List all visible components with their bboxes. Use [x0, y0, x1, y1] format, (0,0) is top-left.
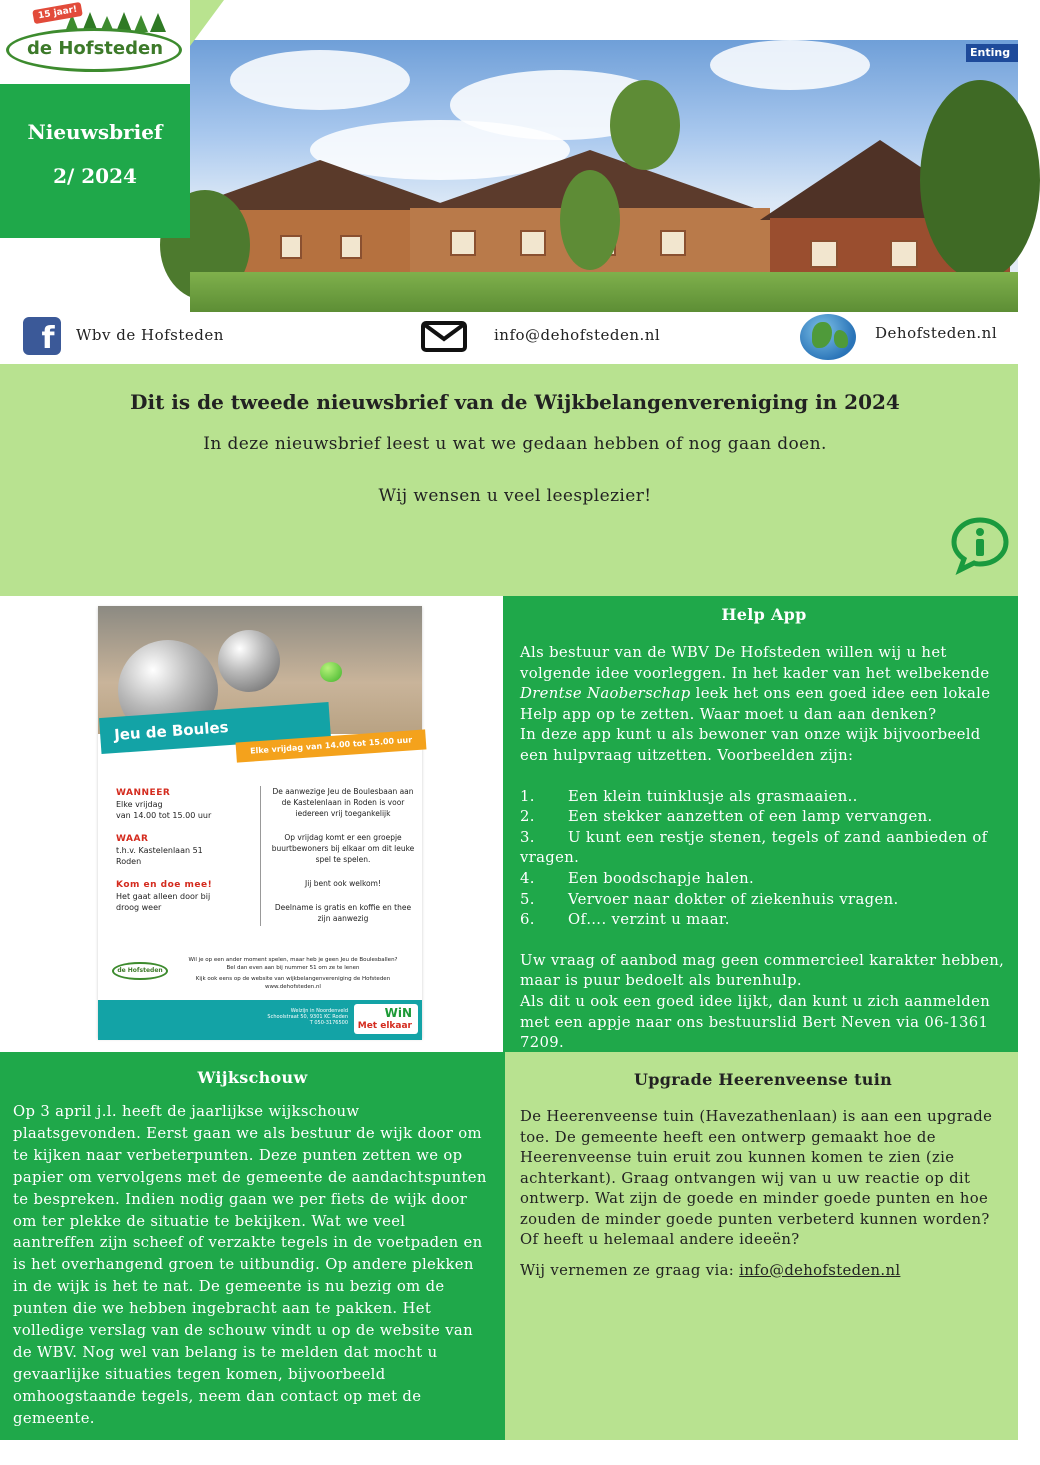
- flyer-note: www.dehofsteden.nl: [265, 984, 321, 990]
- wijkschouw-paragraph: Op 3 april j.l. heeft de jaarlijkse wijkschouw plaatsgevonden. Eerst gaan we als bestuur de wijk door om te kijken naar verbeterpunten. Deze punten zetten we op papier om vervolgens met de gemeente de aandachtspunten te bespreken. Indien nodig gaan we per fiets de wijk door om ter plekke de situatie te bekijken. Wat we veel aantreffen zijn scheef of verzakte tegels in de voetpaden en is het overhangend groen te uitbundig. Op andere plekken in de wijk is het te nat. De gemeente is nu bezig om de punten die we hebben ingebracht aan te pakken. Het volledige verslag van de schouw vindt u op de website van de WBV. Nog wel van belang is te melden dat mocht u gevaarlijke situaties tegen komen, bijvoorbeeld omhoogstaande tegels, neem dan contact op met de gemeente.: [13, 1103, 487, 1427]
- help-app-paragraph: Als bestuur van de WBV De Hofsteden willen wij u het volgende idee voorleggen. In het kader van het welbekende Drentse Naoberschap leek het ons een goed idee een lokale Help app op te zetten. Waar moet u dan aan denken?: [520, 644, 991, 723]
- upgrade-email-link[interactable]: info@dehofsteden.nl: [739, 1261, 901, 1279]
- newsletter-box: [0, 84, 190, 238]
- win-logo-slogan: Met elkaar: [357, 1021, 412, 1031]
- help-app-title: Help App: [721, 605, 807, 624]
- contact-bar: [0, 312, 1018, 364]
- facebook-link[interactable]: Wbv de Hofsteden: [76, 326, 224, 344]
- wijkschouw-section: [0, 1052, 505, 1462]
- list-item: 5. Vervoer naar dokter of ziekenhuis vragen.: [520, 890, 899, 908]
- upgrade-title: Upgrade Heerenveense tuin: [633, 1070, 893, 1089]
- street-sign: Enting: [966, 44, 1018, 62]
- join-heading: Kom en doe mee!: [116, 880, 213, 890]
- list-item: 2. Een stekker aanzetten of een lamp vervangen.: [520, 808, 933, 826]
- flyer-note: Bel dan even aan bij nummer 51 om ze te lenen: [226, 965, 360, 971]
- list-item: 4. Een boodschapje halen.: [520, 869, 755, 887]
- flyer-title: Jeu de Boules Kastelenlaan: [99, 702, 331, 754]
- join-line: droog weer: [116, 903, 162, 912]
- intro-title: Dit is de tweede nieuwsbrief van de Wijkbelangenvereniging in 2024: [130, 390, 900, 414]
- flyer-footer: [98, 1000, 422, 1040]
- intro-subtitle: In deze nieuwsbrief leest u wat we gedaan hebben of nog gaan doen.: [203, 434, 827, 454]
- where-heading: WAAR: [116, 834, 149, 844]
- jeu-de-boules-flyer: [98, 606, 422, 1038]
- wijkschouw-paragraph: Dat kan via de website: www.noordenveld.nl: [13, 1444, 362, 1462]
- when-heading: WANNEER: [116, 788, 171, 798]
- issue-number: 2/ 2024: [53, 164, 137, 188]
- flyer-note: Kijk ook eens op de website van wijkbelangenvereniging de Hofsteden: [195, 976, 391, 982]
- help-app-list: [520, 787, 1008, 931]
- help-app-section: [503, 596, 1018, 1052]
- flyer-text: Deelname is gratis en koffie en thee zijn aanwezig: [274, 903, 412, 923]
- flyer-text: Op vrijdag komt er een groepje buurtbewoners bij elkaar om dit leuke spel te spelen.: [271, 833, 415, 864]
- upgrade-section: [505, 1052, 1018, 1440]
- flyer-time-banner: Elke vrijdag van 14.00 tot 15.00 uur: [236, 729, 427, 762]
- help-app-paragraph: In deze app kunt u als bewoner van onze wijk bijvoorbeeld een hulpvraag uitzetten. Voorbeelden zijn:: [520, 726, 981, 764]
- flyer-note: Wil je op een ander moment spelen, maar heb je geen Jeu de Boulesballen?: [188, 957, 398, 963]
- list-item: 6. Of…. verzint u maar.: [520, 911, 730, 929]
- list-item: 1. Een klein tuinklusje als grasmaaien..: [520, 787, 858, 805]
- logo-text: de Hofsteden: [26, 38, 164, 59]
- header-photo: [190, 40, 1018, 312]
- join-line: Het gaat alleen door bij: [116, 892, 211, 901]
- when-line: van 14.00 tot 15.00 uur: [116, 811, 212, 820]
- intro-wish: Wij wensen u veel leesplezier!: [378, 486, 652, 506]
- globe-icon[interactable]: [800, 314, 856, 360]
- where-line: Roden: [116, 857, 142, 866]
- flyer-mini-logo: de Hofsteden: [112, 962, 168, 980]
- help-app-paragraph: Uw vraag of aanbod mag geen commercieel karakter hebben, maar is puur bedoelt als burenhulp.: [520, 951, 1005, 990]
- help-app-paragraph: Als dit u ook een goed idee lijkt, dan kunt u zich aanmelden met een appje naar ons bestuurslid Bert Neven via 06-1361 7209.: [520, 992, 991, 1052]
- email-link[interactable]: info@dehofsteden.nl: [494, 326, 661, 344]
- logo: [0, 0, 190, 84]
- where-line: t.h.v. Kastelenlaan 51: [116, 846, 203, 855]
- flyer-text: De aanwezige Jeu de Boulesbaan aan de Kastelenlaan in Roden is voor iedereen vrij toegankelijk: [272, 787, 414, 818]
- intro-section: [0, 364, 1018, 596]
- upgrade-paragraph: De Heerenveense tuin (Havezathenlaan) is aan een upgrade toe. De gemeente heeft een ontwerp gemaakt hoe de Heerenveense tuin eruit zou kunnen komen te zien (zie achterkant). Graag ontvangen wij van u uw reactie op dit ontwerp. Wat zijn de goede en minder goede punten en hoe zouden de minder goede punten verbeterd kunnen worden? Of heeft u helemaal andere ideeën?: [520, 1108, 993, 1248]
- win-logo: [354, 1004, 418, 1034]
- info-chat-icon: [950, 516, 1010, 572]
- website-link[interactable]: Dehofsteden.nl: [875, 324, 998, 342]
- footer-line: T 050-3176500: [309, 1020, 348, 1026]
- list-item: 3. U kunt een restje stenen, tegels of zand aanbieden of vragen.: [520, 828, 988, 867]
- footer-line: Welzijn in Noordenveld: [290, 1008, 348, 1014]
- mail-icon[interactable]: [421, 321, 467, 352]
- newsletter-label: Nieuwsbrief: [27, 120, 163, 144]
- win-logo-text: WiN: [384, 1006, 412, 1020]
- facebook-icon[interactable]: f: [23, 317, 61, 355]
- when-line: Elke vrijdag: [116, 800, 163, 809]
- footer-line: Schoolstraat 50, 9301 KC Roden: [267, 1014, 348, 1020]
- logo-badge: 15 jaar!: [32, 2, 83, 24]
- flyer-area: [0, 596, 503, 1052]
- flyer-text: Jij bent ook welkom!: [305, 879, 381, 888]
- wijkschouw-title: Wijkschouw: [197, 1068, 308, 1087]
- upgrade-paragraph: Wij vernemen ze graag via: info@dehofsteden.nl: [520, 1261, 901, 1279]
